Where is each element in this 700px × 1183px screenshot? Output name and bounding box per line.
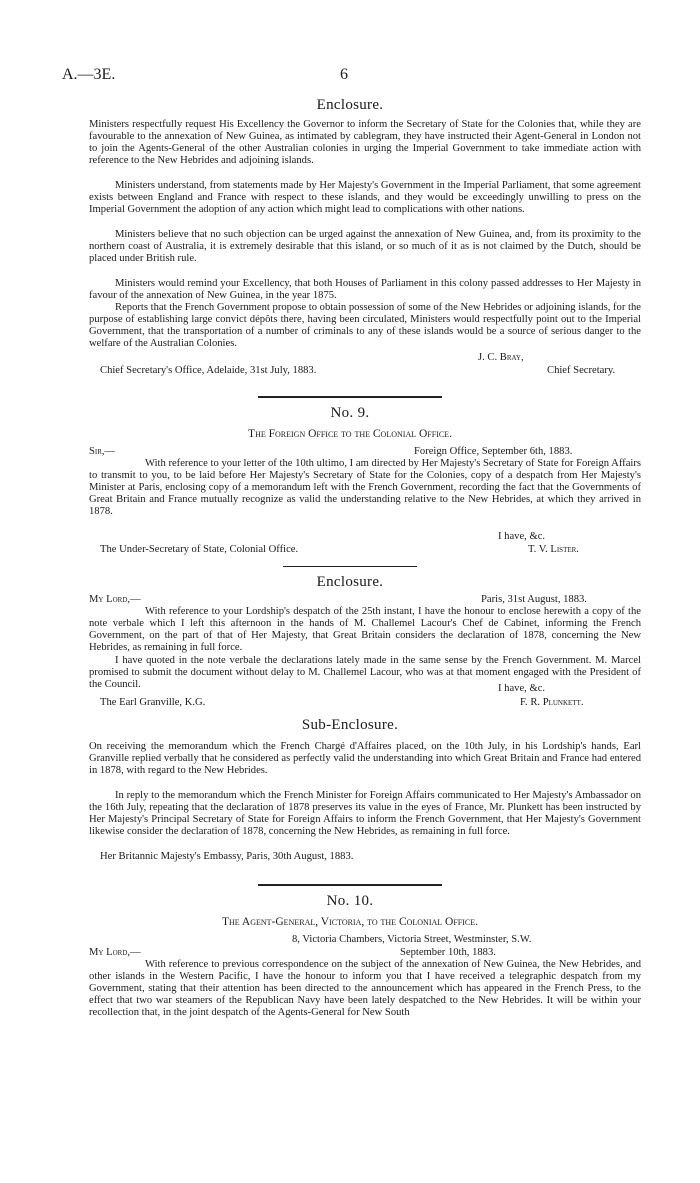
paragraph: Reports that the French Government propose to obtain possession of some of the New Hebrides or adjoining islands, for the purpose of establishing large convict dépôts there, having been circulated, Ministers would respectfully point out to the Imperial Government, that the transportation of a number of criminals to any of these islands would be a source of serious danger to the welfare of the Australian Colonies.: [89, 302, 641, 350]
paragraph: I have quoted in the note verbale the declarations lately made in the same sense by the French Government. M. Marcel promised to submit the document without delay to M. Challemel Lacour, who was at that moment engaged with the President of the Council.: [89, 655, 641, 691]
correspondence-parties: The Agent-General, Victoria, to the Colonial Office.: [221, 916, 479, 928]
dateline: Her Britannic Majesty's Embassy, Paris, 30th August, 1883.: [100, 851, 354, 862]
correspondence-parties: The Foreign Office to the Colonial Office.: [248, 428, 452, 440]
paragraph: Ministers respectfully request His Excellency the Governor to inform the Secretary of State for the Colonies that, while they are favourable to the annexation of New Guinea, as intimated by cablegram, they have instructed their Agent-General in London not to join the Agents-General of the other Australian colonies in urging the Imperial Government to take immediate action with reference to the New Hebrides and adjoining islands.: [89, 119, 641, 167]
letter-date: September 10th, 1883.: [400, 947, 496, 958]
document-number-heading: No. 9.: [330, 405, 370, 421]
section-rule: [258, 396, 442, 398]
paragraph: With reference to your Lordship's despatch of the 25th instant, I have the honour to enclose herewith a copy of the note verbale which I left this afternoon in the hands of M. Challemel Lacour's Chef de Cabinet, informing the French Government, on the part of that of Her Majesty, that Great Britain considers the declaration of 1878, concerning the New Hebrides, as remaining in full force.: [89, 606, 641, 654]
signatory: F. R. Plunkett.: [520, 697, 584, 708]
salutation: My Lord,—: [89, 947, 141, 958]
paragraph: In reply to the memorandum which the French Minister for Foreign Affairs communicated to Her Majesty's Ambassador on the 16th July, repeating that the declaration of 1878 preserves its value in the eyes of France, Mr. Plunkett has been instructed by Her Majesty's Principal Secretary of State for Foreign Affairs to inform the French Government, that Her Majesty's Government likewise consider the declaration of 1878, concerning the New Hebrides, as remaining in full force.: [89, 790, 641, 838]
sub-enclosure-heading: Sub-Enclosure.: [301, 717, 399, 733]
paragraph: On receiving the memorandum which the French Chargé d'Affaires placed, on the 10th July, in his Lordship's hands, Earl Granville replied verbally that he considered as perfectly valid the understanding into which Great Britain and France had entered in 1878, with regard to the New Hebrides.: [89, 741, 641, 777]
signatory-title: Chief Secretary.: [547, 365, 616, 376]
paragraph: Ministers believe that no such objection can be urged against the annexation of New Guinea, and, from its proximity to the northern coast of Australia, it is extremely desirable that this island, or so much of it as is not claimed by the Dutch, should be placed under British rule.: [89, 229, 641, 265]
salutation: My Lord,—: [89, 594, 141, 605]
closing: I have, &c.: [498, 683, 546, 694]
paragraph: With reference to your letter of the 10th ultimo, I am directed by Her Majesty's Secretary of State for Foreign Affairs to transmit to you, to be laid before Her Majesty's Secretary of State for the Colonies, copy of a despatch from Her Majesty's Minister at Paris, enclosing copy of a memorandum left with the French Government, recording the fact that the Governments of Great Britain and France mutually recognize as valid the understanding relative to the New Hebrides, at which they arrived in 1878.: [89, 458, 641, 518]
signatory: T. V. Lister.: [528, 544, 579, 555]
page-number: 6: [340, 66, 348, 83]
paragraph: Ministers would remind your Excellency, that both Houses of Parliament in this colony passed addresses to Her Majesty in favour of the annexation of New Guinea, in the year 1875.: [89, 278, 641, 302]
addressee: The Under-Secretary of State, Colonial Office.: [100, 544, 299, 555]
enclosure-heading: Enclosure.: [316, 97, 384, 113]
paragraph: Ministers understand, from statements made by Her Majesty's Government in the Imperial Parliament, that some agreement exists between England and France with respect to these islands, and they would be exceedingly unwilling to press on the Imperial Government the adoption of any action which might lead to complications with other nations.: [89, 180, 641, 216]
enclosure-heading: Enclosure.: [316, 574, 384, 590]
document-number-heading: No. 10.: [326, 893, 374, 909]
salutation: Sir,—: [89, 446, 116, 457]
section-rule: [283, 566, 417, 567]
section-rule: [258, 884, 442, 886]
place-date: Foreign Office, September 6th, 1883.: [414, 446, 573, 457]
office-dateline: Chief Secretary's Office, Adelaide, 31st July, 1883.: [100, 365, 317, 376]
paragraph: With reference to previous correspondence on the subject of the annexation of New Guinea, the New Hebrides, and other islands in the Western Pacific, I have the honour to inform you that I have received a telegraphic despatch from my Government, stating that their attention has been directed to the announcement which has appeared in the French Press, to the effect that two war steamers of the Republican Navy have been lately despatched to the New Hebrides. It will be within your recollection that, in the joint despatch of the Agents-General for New South: [89, 959, 641, 1019]
series-number: A.—3E.: [62, 66, 116, 83]
place-date: Paris, 31st August, 1883.: [481, 594, 587, 605]
sender-address: 8, Victoria Chambers, Victoria Street, Westminster, S.W.: [292, 934, 532, 945]
closing: I have, &c.: [498, 531, 546, 542]
signatory: J. C. Bray,: [478, 352, 524, 363]
addressee: The Earl Granville, K.G.: [100, 697, 206, 708]
